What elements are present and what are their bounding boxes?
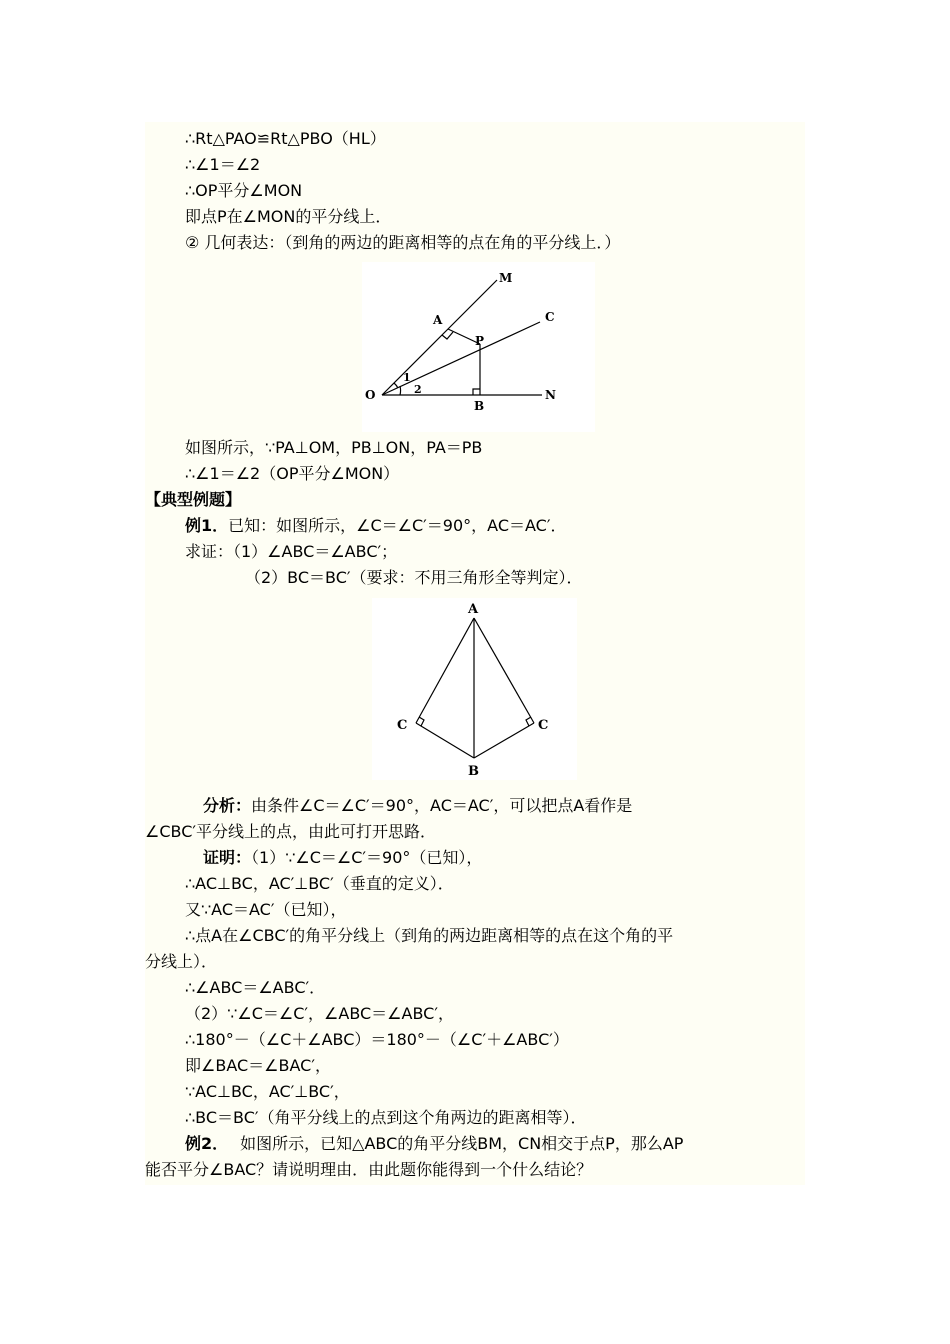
segment-cb — [416, 723, 474, 758]
example1-prove-2: （2）BC＝BC′（要求：不用三角形全等判定）． — [245, 568, 583, 587]
example2-head: 例2． — [185, 1134, 229, 1153]
proof-start-line — [203, 847, 482, 869]
analysis-head: 分析： — [203, 796, 252, 815]
example2-line-2: 能否平分∠BAC？请说明理由．由此题你能得到一个什么结论？ — [145, 1160, 593, 1179]
analysis-text-1: 由条件∠C＝∠C′＝90°，AC＝AC′，可以把点A看作是 — [251, 796, 633, 815]
label-c: C — [545, 310, 555, 324]
proof-step-2: 又∵AC＝AC′（已知）， — [185, 900, 347, 919]
expression-line-1: 如图所示，∵PA⊥OM，PB⊥ON，PA＝PB — [185, 438, 483, 457]
ray-oc — [382, 322, 540, 395]
example1-prove-1: 求证：（1）∠ABC＝∠ABC′； — [185, 542, 398, 561]
label-b: B — [468, 764, 479, 779]
label-angle-1: 1 — [403, 371, 411, 384]
geometry-expression-heading: ② 几何表达：（到角的两边的距离相等的点在角的平分线上．） — [185, 233, 621, 252]
angle-arc-2 — [400, 386, 401, 395]
label-o: O — [365, 388, 376, 402]
example1-statement — [185, 515, 566, 537]
label-m: M — [499, 271, 513, 285]
analysis-line-2: ∠CBC′平分线上的点，由此可打开思路． — [145, 822, 437, 841]
proof-line-1: ∴Rt△PAO≌Rt△PBO（HL） — [185, 129, 386, 148]
label-n: N — [545, 388, 556, 402]
proof-step-5: ∴∠ABC＝∠ABC′． — [185, 978, 326, 997]
proof-line-2: ∴∠1＝∠2 — [185, 155, 261, 174]
proof-step-10: ∴BC＝BC′（角平分线上的点到这个角两边的距离相等）． — [185, 1108, 587, 1127]
proof-step-9: ∵AC⊥BC，AC′⊥BC′， — [185, 1082, 350, 1101]
proof-step-3: ∴点A在∠CBC′的角平分线上（到角的两边距离相等的点在这个角的平 — [185, 926, 674, 945]
proof-line-first: （1）∵∠C＝∠C′＝90°（已知）， — [251, 848, 483, 867]
segment-ac-prime — [474, 618, 534, 723]
proof-step-4: 分线上）． — [145, 952, 218, 971]
angle-arc-1 — [394, 383, 398, 388]
expression-line-2: ∴∠1＝∠2（OP平分∠MON） — [185, 464, 400, 483]
proof-step-6: （2）∵∠C＝∠C′，∠ABC＝∠ABC′， — [185, 1004, 454, 1023]
document-body — [145, 0, 805, 1344]
label-a: A — [468, 602, 479, 617]
analysis-line-1 — [203, 795, 632, 817]
label-p: P — [475, 334, 485, 348]
right-angle-mark-b — [473, 389, 480, 395]
segment-c-prime-b — [474, 723, 534, 758]
proof-line-3: ∴OP平分∠MON — [185, 181, 303, 200]
angle-bisector-diagram — [362, 262, 595, 432]
example1-head: 例1． — [185, 516, 229, 535]
proof-step-7: ∴180°－（∠C＋∠ABC）＝180°－（∠C′＋∠ABC′） — [185, 1030, 569, 1049]
proof-head: 证明： — [203, 848, 252, 867]
proof-step-1: ∴AC⊥BC，AC′⊥BC′（垂直的定义）． — [185, 874, 454, 893]
label-a: A — [433, 313, 443, 327]
figure-kite — [372, 598, 577, 780]
figure-angle-bisector — [362, 262, 595, 432]
label-angle-2: 2 — [414, 383, 422, 396]
label-c-left: C — [397, 718, 408, 733]
section-title: 【典型例题】 — [145, 490, 242, 509]
label-c-right: C — [538, 718, 549, 733]
proof-step-8: 即∠BAC＝∠BAC′， — [185, 1056, 331, 1075]
proof-line-4: 即点P在∠MON的平分线上． — [185, 207, 392, 226]
kite-diagram — [372, 598, 577, 780]
label-b: B — [474, 399, 485, 413]
example1-text: 已知：如图所示，∠C＝∠C′＝90°，AC＝AC′． — [228, 516, 567, 535]
segment-ac — [416, 618, 474, 723]
example2-text-1: 如图所示，已知△ABC的角平分线BM，CN相交于点P，那么AP — [240, 1134, 684, 1153]
example2-line-1 — [185, 1133, 683, 1155]
